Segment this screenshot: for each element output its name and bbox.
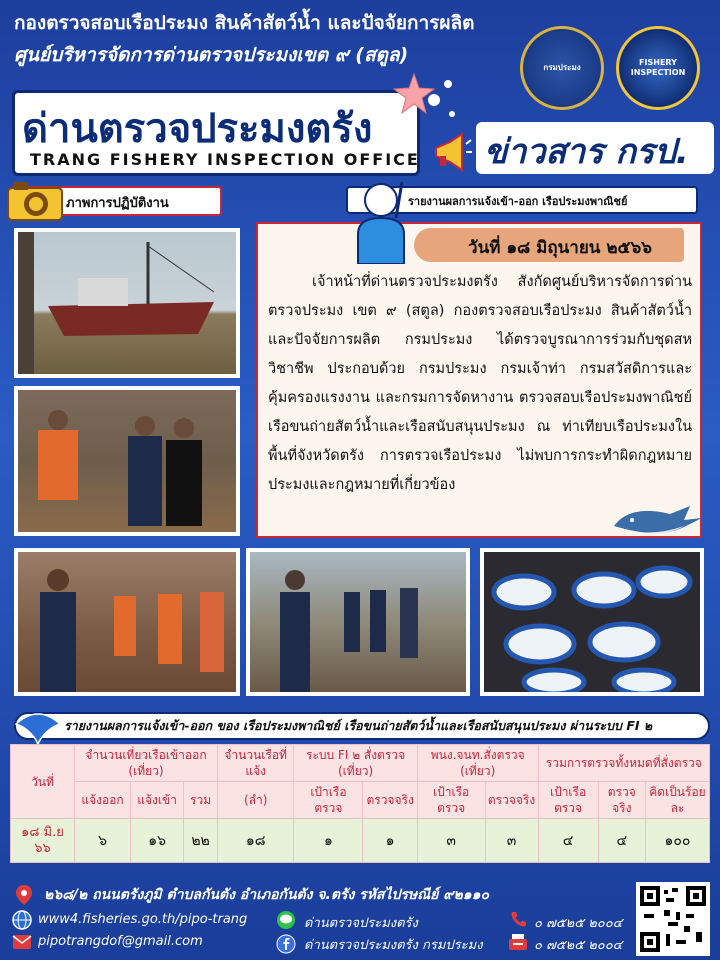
sub-unit: (ลำ) [217, 782, 293, 819]
photo-crew-inspection [14, 386, 240, 536]
inspection-crew-icon [18, 390, 236, 532]
person-icon [350, 178, 412, 264]
news-label: ข่าวสาร กรป. [484, 132, 689, 172]
photo-boat-harbor [14, 228, 240, 378]
report-label: รายงานผลการแจ้งเข้า-ออก เรือประมงพาณิชย์ [408, 195, 628, 208]
line-app-icon [276, 910, 296, 930]
sub-tot-target: เป้าเรือตรวจ [538, 782, 598, 819]
cell-boats: ๑๘ [217, 819, 293, 863]
sub-off-actual: ตรวจจริง [485, 782, 538, 819]
cell-in: ๑๖ [131, 819, 184, 863]
email-icon [12, 934, 32, 950]
crew-lineup-icon [18, 552, 236, 692]
facebook-link[interactable]: ด่านตรวจประมงตรัง กรมประมง [304, 938, 483, 953]
cell-date: ๑๘ มิ.ย ๖๖ [11, 819, 75, 863]
header-center-line: ศูนย์บริหารจัดการด่านตรวจประมงเขต ๙ (สตูล) [14, 44, 409, 66]
group-boats-header: จำนวนเรือที่แจ้ง [217, 745, 293, 782]
table-row [11, 819, 710, 863]
cell-out: ๖ [75, 819, 131, 863]
camera-icon [6, 178, 64, 222]
cell-fi-actual: ๑ [363, 819, 417, 863]
sub-fi-target: เป้าเรือตรวจ [294, 782, 363, 819]
line-account-link[interactable]: ด่านตรวจประมงตรัง [304, 916, 418, 931]
fishery-inspection-logo [616, 26, 700, 110]
report-date: วันที่ ๑๘ มิถุนายน ๒๕๖๖ [468, 238, 652, 258]
officers-icon [250, 552, 466, 692]
fax-number: ๐ ๗๕๒๕ ๒๐๐๔ [534, 938, 623, 953]
sub-sum: รวม [184, 782, 218, 819]
sub-in: แจ้งเข้า [131, 782, 184, 819]
facebook-icon [276, 934, 296, 954]
fax-icon [508, 932, 528, 952]
cell-tot-actual: ๔ [598, 819, 645, 863]
whale-icon [610, 496, 706, 540]
cell-tot-target: ๔ [538, 819, 598, 863]
sub-out: แจ้งออก [75, 782, 131, 819]
col-date-header: วันที่ [11, 745, 75, 819]
phone-icon [510, 910, 528, 928]
sub-tot-actual: ตรวจจริง [598, 782, 645, 819]
phone-number: ๐ ๗๕๒๕ ๒๐๐๔ [534, 916, 623, 931]
table-header-row [11, 745, 710, 782]
sub-fi-actual: ตรวจจริง [363, 782, 417, 819]
dof-logo-text: กรมประมง [543, 63, 581, 73]
sub-percent: คิดเป็นร้อยละ [645, 782, 709, 819]
footer-address: ๒๖๘/๒ ถนนตรังภูมิ ตำบลกันตัง อำเภอกันตัง จ.ตรัง รหัสไปรษณีย์ ๙๒๑๑๐ [44, 887, 490, 903]
photo-catch-containers [480, 548, 704, 696]
group-officer-header: พนง.จนท.สั่งตรวจ (เที่ยว) [417, 745, 538, 782]
bubbles-icon [424, 70, 464, 130]
website-link[interactable]: www4.fisheries.go.th/pipo-trang [38, 912, 248, 927]
page-subtitle: TRANG FISHERY INSPECTION OFFICE [30, 150, 420, 169]
page-title: ด่านตรวจประมงตรัง [22, 106, 373, 152]
photo-officers-checking [246, 548, 470, 696]
photo-crew-lineup [14, 548, 240, 696]
qr-code[interactable] [636, 882, 710, 956]
fishery-inspection-logo-text: FISHERY INSPECTION [630, 58, 686, 77]
group-fi2-header: ระบบ FI ๒ สั่งตรวจ (เที่ยว) [294, 745, 417, 782]
qr-code-icon [640, 886, 706, 952]
cell-fi-target: ๑ [294, 819, 363, 863]
cell-sum: ๒๒ [184, 819, 218, 863]
group-trips-header: จำนวนเที่ยวเรือเข้าออก (เที่ยว) [75, 745, 218, 782]
cell-percent: ๑๐๐ [645, 819, 709, 863]
activity-label: ภาพการปฏิบัติงาน [66, 196, 169, 211]
catch-containers-icon [484, 552, 700, 692]
globe-icon [12, 910, 32, 930]
group-total-header: รวมการตรวจทั้งหมดที่สั่งตรวจ [538, 745, 709, 782]
manta-ray-icon [14, 704, 62, 744]
location-pin-icon [14, 884, 34, 906]
fishing-boat-icon [18, 232, 236, 374]
header-agency-line: กองตรวจสอบเรือประมง สินค้าสัตว์น้ำ และปัจจัยการผลิต [14, 12, 475, 34]
cell-off-target: ๓ [417, 819, 485, 863]
dof-logo [520, 26, 604, 110]
email-link[interactable]: pipotrangdof@gmail.com [38, 934, 203, 949]
table-title: รายงานผลการแจ้งเข้า-ออก ของ เรือประมงพาณิชย์ เรือขนถ่ายสัตว์น้ำและเรือสนับสนุนประมง ผ่านระบบ FI ๒ [64, 718, 653, 733]
sub-off-target: เป้าเรือตรวจ [417, 782, 485, 819]
report-body: เจ้าหน้าที่ด่านตรวจประมงตรัง สังกัดศูนย์บริหารจัดการด่านตรวจประมง เขต ๙ (สตูล) กองตรวจสอบเรือประมง สินค้าสัตว์น้ำ และปัจจัยการผลิต กรมประมง ได้ตรวจบูรณาการร่วมกับชุดสหวิชาชีพ ประกอบด้วย กรมประมง กรมเจ้าท่า กรมสวัสดิการและคุ้มครองแรงงาน และกรมการจัดหางาน ตรวจสอบเรือประมงพาณิชย์ เรือขนถ่ายสัตว์น้ำและเรือสนับสนุนประมง ณ ท่าเทียบเรือประมงในพื้นที่จังหวัดตรัง การตรวจเรือประมง ไม่พบการกระทำผิดกฎหมายประมงและกฎหมายที่เกี่ยวข้อง [268, 274, 692, 493]
report-table [10, 744, 710, 863]
cell-off-actual: ๓ [485, 819, 538, 863]
megaphone-icon [432, 132, 472, 172]
